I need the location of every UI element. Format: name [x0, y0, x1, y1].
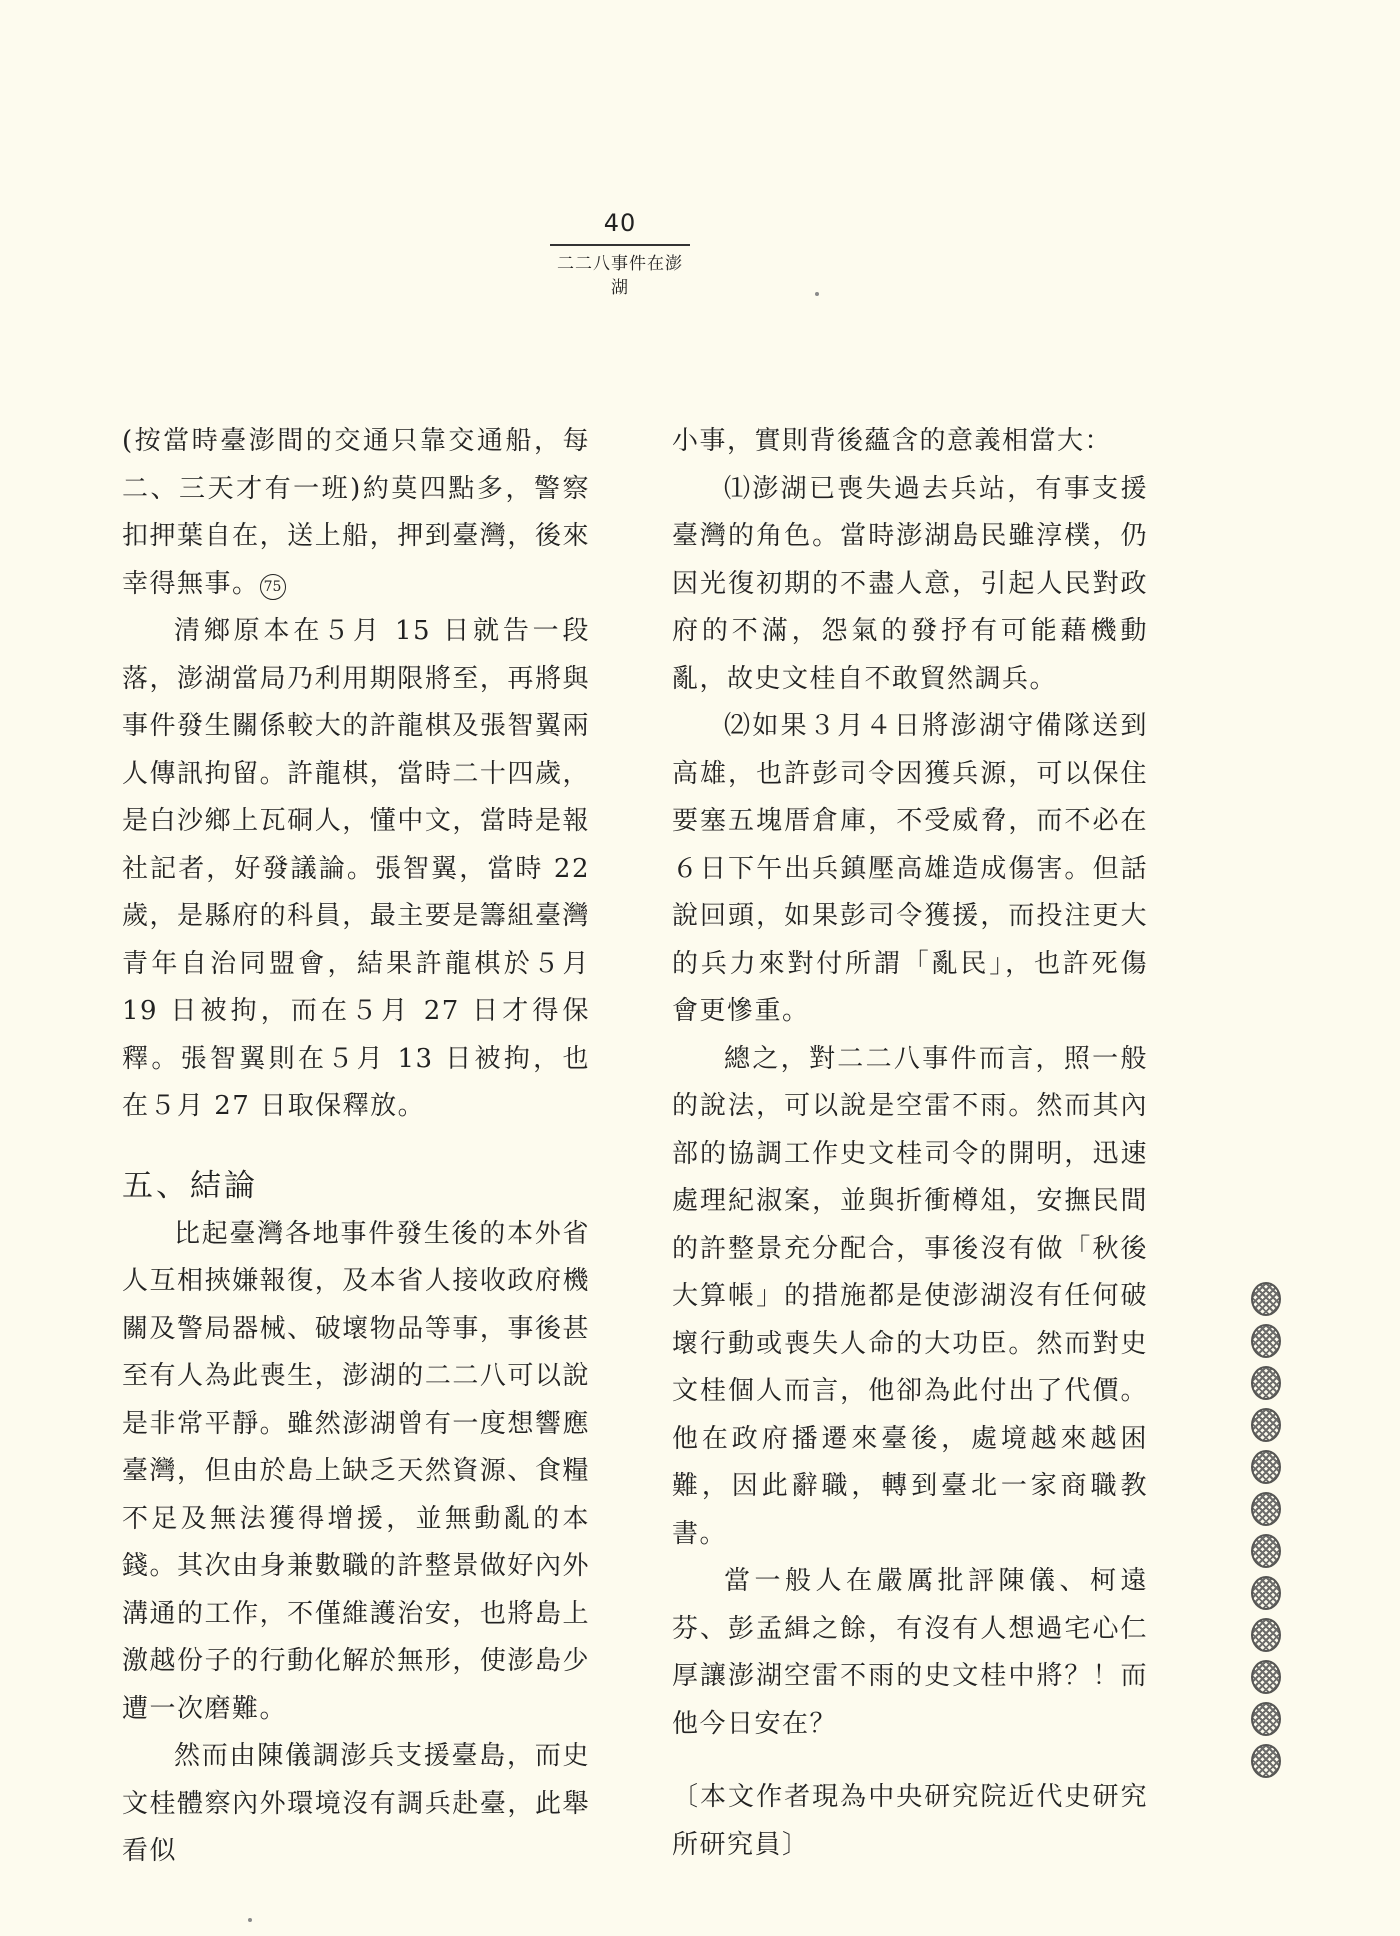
right-column — [672, 418, 1148, 1869]
paragraph: ⑴澎湖已喪失過去兵站，有事支援臺灣的角色。當時澎湖島民雖淳樸，仍因光復初期的不盡人意，引起人民對政府的不滿，怨氣的發抒有可能藉機動亂，故史文桂自不敢貿然調兵。 — [672, 473, 1148, 694]
ornament-medallion — [1251, 1408, 1281, 1442]
ornament-medallion — [1251, 1366, 1281, 1400]
author-note: 〔本文作者現為中央研究院近代史研究所研究員〕 — [672, 1782, 1148, 1860]
footnote-reference: 75 — [260, 574, 286, 600]
left-column — [122, 418, 590, 1876]
paragraph: ⑵如果３月４日將澎湖守備隊送到高雄，也許彭司令因獲兵源，可以保住要塞五塊厝倉庫，不受威脅，而不必在６日下午出兵鎮壓高雄造成傷害。但話說回頭，如果彭司令獲援，而投注更大的兵力來對付所謂「亂民」，也許死傷會更慘重。 — [672, 711, 1148, 1026]
paragraph: 比起臺灣各地事件發生後的本外省人互相挾嫌報復，及本省人接收政府機關及警局器械、破壞物品等事，事後甚至有人為此喪生，澎湖的二二八可以說是非常平靜。雖然澎湖曾有一度想響應臺灣，但由於島上缺乏天然資源、食糧不足及無法獲得增援，並無動亂的本錢。其次由身兼數職的許整景做好內外溝通的工作，不僅維護治安，也將島上激越份子的行動化解於無形，使澎島少遭一次磨難。 — [122, 1218, 590, 1724]
page-number: 40 — [603, 209, 637, 237]
paragraph — [122, 418, 590, 608]
ornament-medallion — [1251, 1324, 1281, 1358]
paper-speck — [248, 1918, 252, 1922]
ornament-medallion — [1251, 1534, 1281, 1568]
section-heading: 五、結論 — [122, 1167, 258, 1204]
paragraph: 總之，對二二八事件而言，照一般的說法，可以說是空雷不雨。然而其內部的協調工作史文桂司令的開明，迅速處理紀淑案，並與折衝樽俎，安撫民間的許整景充分配合，事後沒有做「秋後大算帳」的措施都是使澎湖沒有任何破壞行動或喪失人命的大功臣。然而對史文桂個人而言，他卻為此付出了代價。他在政府播遷來臺後，處境越來越困難，因此辭職，轉到臺北一家商職教書。 — [672, 1043, 1148, 1549]
paragraph: 然而由陳儀調澎兵支援臺島，而史文桂體察內外環境沒有調兵赴臺，此舉看似 — [122, 1741, 590, 1866]
ornament-medallion — [1251, 1576, 1281, 1610]
paragraph: 當一般人在嚴厲批評陳儀、柯遠芬、彭孟緝之餘，有沒有人想過宅心仁厚讓澎湖空雷不雨的史文桂中將？！而他今日安在？ — [672, 1566, 1148, 1739]
ornament-medallion — [1251, 1618, 1281, 1652]
ornament-medallion — [1251, 1450, 1281, 1484]
paragraph: 小事，實則背後蘊含的意義相當大： — [672, 426, 1113, 456]
ornament-medallion — [1251, 1660, 1281, 1694]
paper-speck — [815, 292, 819, 296]
ornament-medallion — [1251, 1492, 1281, 1526]
ornament-medallion — [1251, 1702, 1281, 1736]
ornament-medallion — [1251, 1282, 1281, 1316]
paragraph: 清鄉原本在５月 15 日就告一段落，澎湖當局乃利用期限將至，再將與事件發生關係較大的許龍棋及張智翼兩人傳訊拘留。許龍棋，當時二十四歲，是白沙鄉上瓦硐人，懂中文，當時是報社記者，好發議論。張智翼，當時 22 歲，是縣府的科員，最主要是籌組臺灣青年自治同盟會，結果許龍棋於５月 19 日被拘，而在５月 27 日才得保釋。張智翼則在５月 13 日被拘，也在５月 27 日取保釋放。 — [122, 616, 590, 1121]
header-rule — [550, 244, 690, 246]
running-title: 二二八事件在澎湖 — [557, 254, 683, 298]
decorative-border-ornament — [1248, 1282, 1284, 1778]
ornament-medallion — [1251, 1744, 1281, 1778]
paragraph-text: (按當時臺澎間的交通只靠交通船，每二、三天才有一班)約莫四點多，警察扣押葉自在，送上船，押到臺灣，後來幸得無事。 — [122, 426, 590, 599]
page-header — [550, 208, 690, 300]
